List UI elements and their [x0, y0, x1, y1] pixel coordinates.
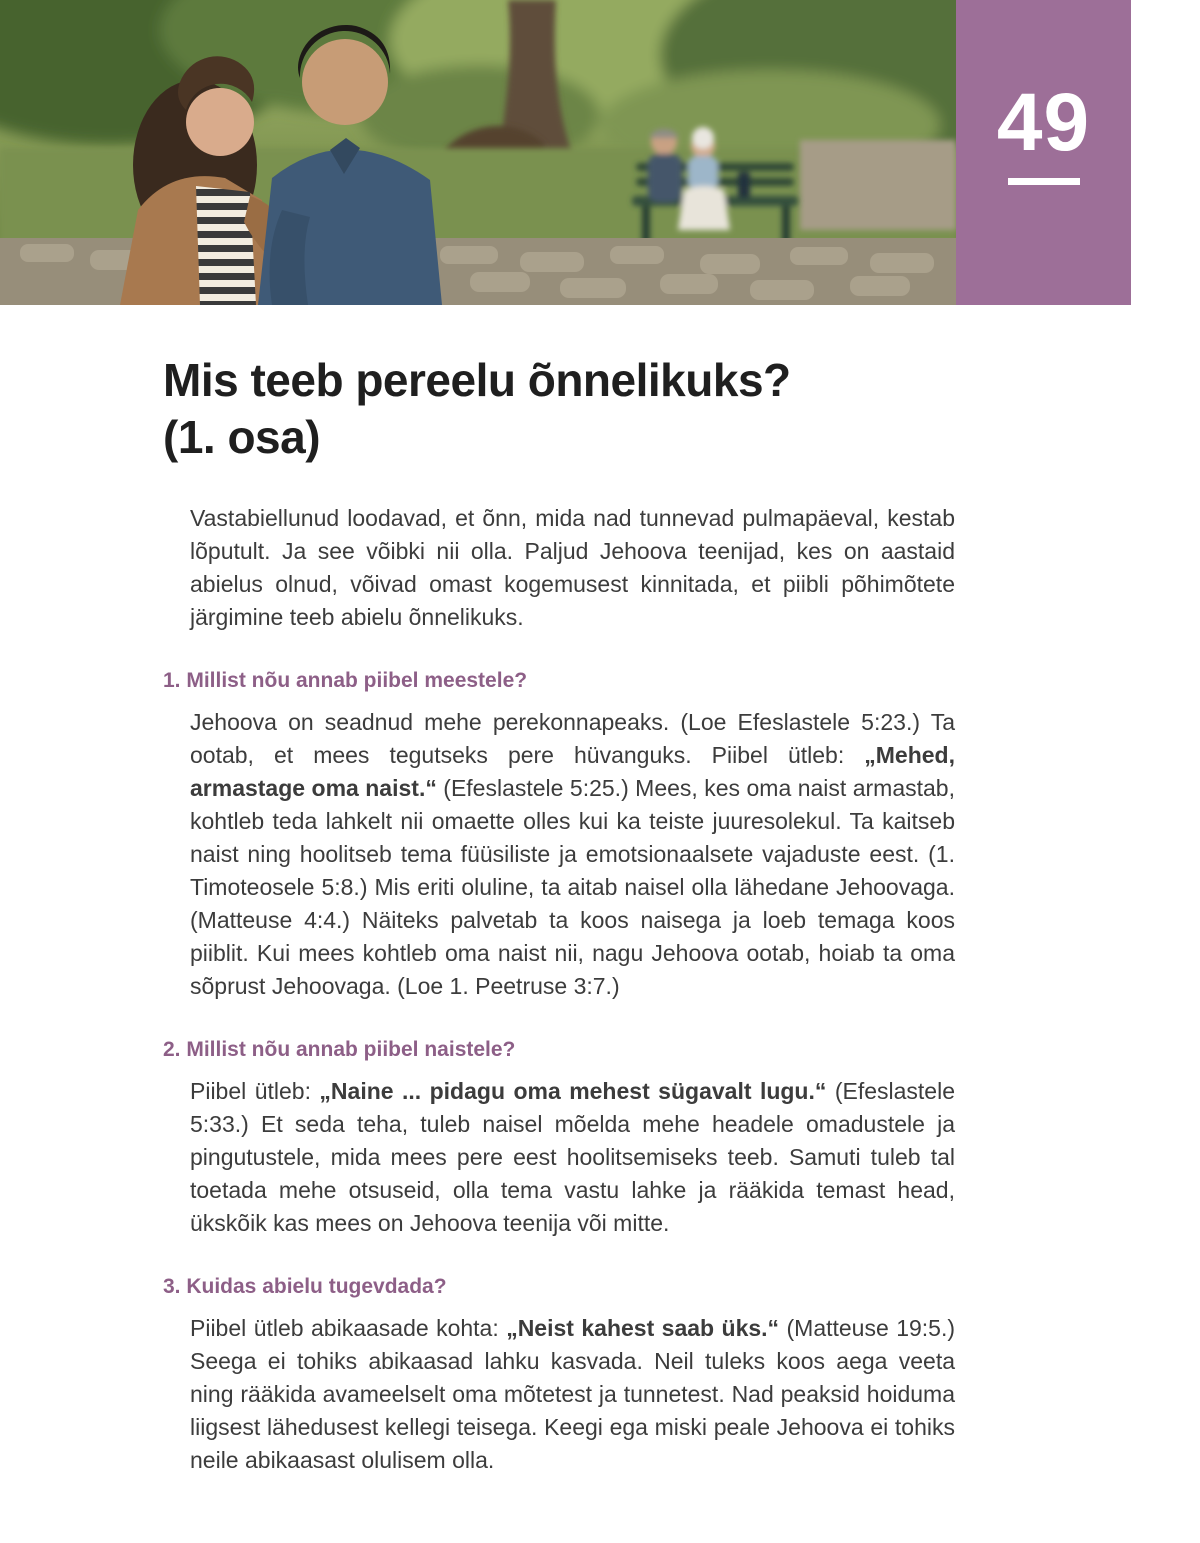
lesson-number-underline [1008, 178, 1080, 185]
section-2-heading: 2. Millist nõu annab piibel naistele? [163, 1038, 516, 1061]
lesson-title [163, 352, 955, 466]
park-scene-illustration [0, 0, 956, 305]
section-2-paragraph: Piibel ütleb: „Naine ... pidagu oma mehest sügavalt lugu.“ (Efeslastele 5:33.) Et seda teha, tuleb naisel mõelda mehe headele omadustele ja pingutustele, mida mees pere eest hoolitsemiseks teeb. Samuti tuleb tal toetada mehe otsuseid, olla tema vastu lahke ja rääkida temast head, ükskõik kas mees on Jehoova teenija või mitte. [190, 1078, 955, 1236]
lesson-number: 49 [996, 77, 1091, 168]
lesson-title-line-1: Mis teeb pereelu õnnelikuks? [163, 354, 791, 406]
section-3-heading: 3. Kuidas abielu tugevdada? [163, 1275, 447, 1298]
header-photo [0, 0, 956, 305]
section-1-paragraph: Jehoova on seadnud mehe perekonnapeaks. (Loe Efeslastele 5:23.) Ta ootab, et mees tegutseks pere hüvanguks. Piibel ütleb: „Mehed, armastage oma naist.“ (Efeslastele 5:25.) Mees, kes oma naist armastab, kohtleb teda lahkelt nii omaette olles kui ka teiste juuresolekul. Ta kaitseb naist ning hoolitseb tema füüsiliste ja emotsionaalsete vajaduste eest. (1. Timoteosele 5:8.) Mis eriti oluline, ta aitab naisel olla lähedane Jehoovaga. (Matteuse 4:4.) Näiteks palvetab ta koos naisega ja loeb temaga koos piiblit. Kui mees kohtleb oma naist nii, nagu Jehoova ootab, hoiab ta oma sõprust Jehoovaga. (Loe 1. Peetruse 3:7.) [190, 709, 955, 999]
lesson-content [163, 305, 955, 1477]
intro-paragraph: Vastabiellunud loodavad, et õnn, mida nad tunnevad pulmapäeval, kestab lõputult. Ja see võibki nii olla. Paljud Jehoova teenijad, kes on aastaid abielus olnud, võivad omast kogemusest kinnitada, et piibli põhimõtete järgimine teeb abielu õnnelikuks. [190, 505, 955, 630]
lesson-title-line-2: (1. osa) [163, 411, 321, 463]
lesson-number-block [956, 0, 1131, 305]
section-1 [163, 667, 955, 1003]
section-2 [163, 1036, 955, 1240]
section-3 [163, 1273, 955, 1477]
page-header [0, 0, 1200, 305]
section-3-paragraph: Piibel ütleb abikaasade kohta: „Neist kahest saab üks.“ (Matteuse 19:5.) Seega ei tohiks abikaasad lahku kasvada. Neil tuleks koos aega veeta ning rääkida avameelselt oma mõtetest ja tunnetest. Nad peaksid hoiduma liigsest lähedusest kellegi teisega. Keegi ega miski peale Jehoova ei tohiks neile abikaasast olulisem olla. [190, 1315, 956, 1473]
section-1-heading: 1. Millist nõu annab piibel meestele? [163, 669, 528, 692]
